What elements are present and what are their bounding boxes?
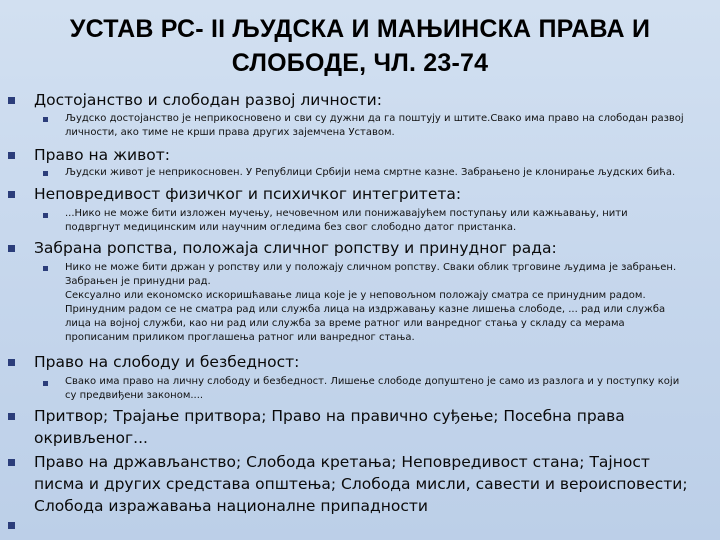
- bullet-square-icon: [8, 413, 15, 420]
- bullet-square-icon: [8, 459, 15, 466]
- sub-bullet-text: [65, 112, 684, 140]
- bullet-square-icon: [8, 97, 15, 104]
- sub-bullet-line: личности, ако тиме не крши права других зајемчена Уставом.: [65, 127, 395, 138]
- bullet-heading-line: Притвор; Трајање притвора; Право на правично суђење; Посебна права: [34, 407, 625, 425]
- bullet-square-icon: [8, 152, 15, 159]
- sub-bullet-text: [65, 207, 628, 235]
- title-line-2: СЛОБОДЕ, ЧЛ. 23-74: [231, 49, 489, 77]
- bullet-heading: Право на живот:: [34, 146, 171, 164]
- bullet-heading-line: Право на држављанство; Слобода кретања; Неповредивост стана; Тајност: [34, 453, 650, 471]
- sub-bullet-square-icon: [43, 117, 48, 122]
- bullet-heading: Достојанство и слободан развој личности:: [34, 91, 382, 109]
- sub-bullet-line: ...Нико не може бити изложен мучењу, нечовечном или понижавајућем поступању или кажњавању, нити: [65, 208, 628, 219]
- bullet-square-icon: [8, 245, 15, 252]
- sub-bullet-text: Људски живот је неприкосновен. У Републици Србији нема смртне казне. Забрањено је клонирање људских бића.: [65, 167, 676, 178]
- sub-bullet-line: су предвиђени законом....: [65, 390, 204, 401]
- bullet-heading: [34, 405, 625, 449]
- sub-bullet-square-icon: [43, 171, 48, 176]
- sub-bullet-line: Сексуално или економско искоришћавање лица које је у неповољном положају сматра се принудним радом.: [65, 290, 646, 301]
- sub-bullet-line: Принудним радом се не сматра рад или служба лица на издржавању казне лишења слободе, ... рад или служба: [65, 304, 666, 315]
- bullet-heading: Право на слободу и безбедност:: [34, 353, 300, 371]
- bullet-heading-line: Слобода изражавања националне припадности: [34, 497, 429, 515]
- sub-bullet-line: подвргнут медицинским или научним огледима без свог слободно датог пристанка.: [65, 222, 517, 233]
- sub-bullet-square-icon: [43, 381, 48, 386]
- bullet-square-icon: [8, 191, 15, 198]
- sub-bullet-line: Нико не може бити држан у ропству или у положају сличном ропству. Сваки облик трговине људима је забрањен.: [65, 262, 677, 273]
- bullet-heading: Забрана ропства, положаја сличног ропству и принудног рада:: [34, 239, 557, 257]
- sub-bullet-line: прописаним приликом проглашења ратног или ванредног стања.: [65, 332, 415, 343]
- sub-bullet-line: Људско достојанство је неприкосновено и сви су дужни да га поштују и штите.Свако има право на слободан развој: [65, 113, 684, 124]
- sub-bullet-line: Забрањен је принудни рад.: [65, 276, 211, 287]
- sub-bullet-square-icon: [43, 266, 48, 271]
- bullet-heading-line: писма и других средстава општења; Слобода мисли, савести и вероисповести;: [34, 475, 688, 493]
- sub-bullet-text: [65, 261, 676, 345]
- bullet-heading: [34, 451, 688, 517]
- sub-bullet-line: Свако има право на личну слободу и безбедност. Лишење слободе допуштено је само из разлога и у поступку који: [65, 376, 680, 387]
- sub-bullet-line: лица на војној служби, као ни рад или служба за време ратног или ванредног стања у складу са мерама: [65, 318, 625, 329]
- title-line-1: УСТАВ РС- II ЉУДСКА И МАЊИНСКА ПРАВА И: [69, 15, 651, 43]
- bullet-heading: Неповредивост физичког и психичког интегритета:: [34, 185, 462, 203]
- bullet-square-icon: [8, 522, 15, 529]
- sub-bullet-square-icon: [43, 213, 48, 218]
- bullet-square-icon: [8, 359, 15, 366]
- sub-bullet-text: [65, 375, 679, 403]
- bullet-heading-line: окривљеног...: [34, 429, 148, 447]
